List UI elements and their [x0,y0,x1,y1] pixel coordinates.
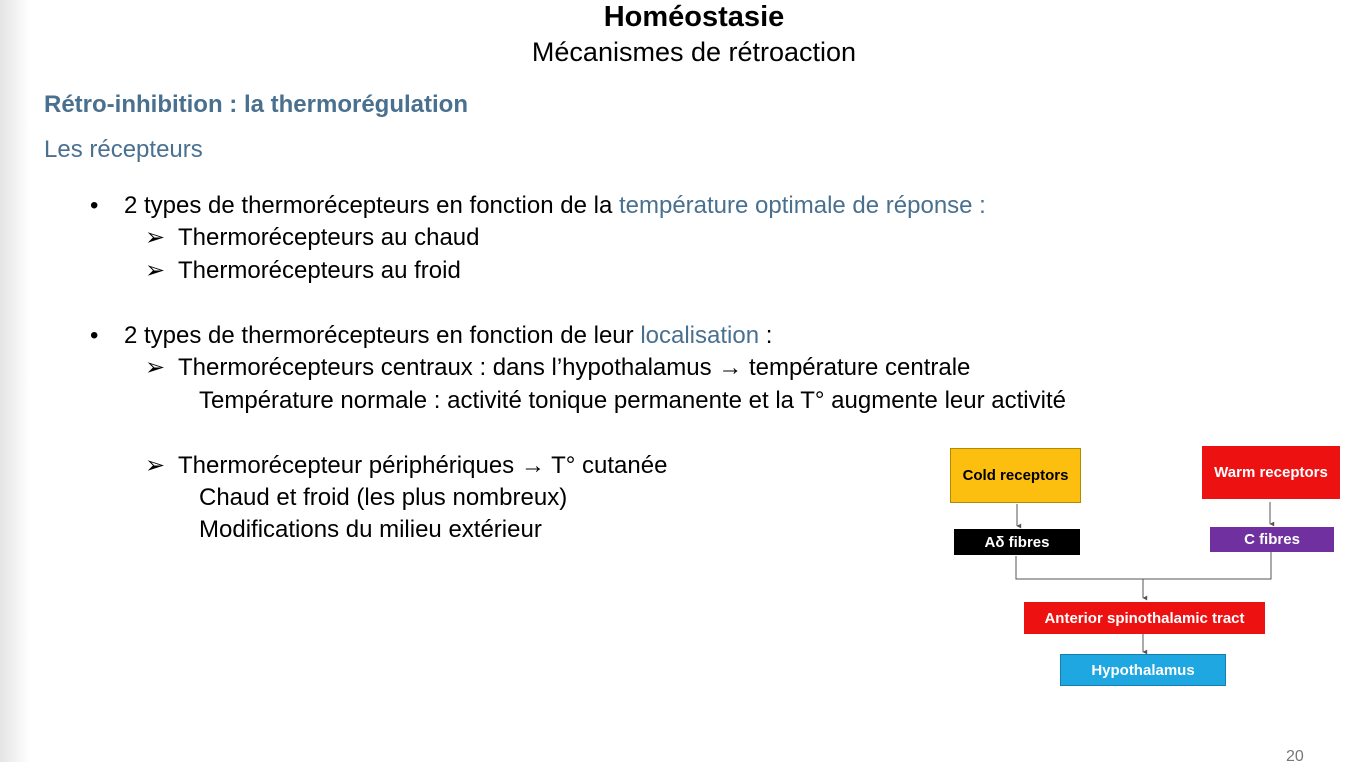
peripheral-detail: Modifications du milieu extérieur [199,516,542,543]
central-detail: Température normale : activité tonique permanente et la T° augmente leur activité [199,387,1066,414]
page-number: 20 [1286,748,1304,765]
sub-item-text: Thermorécepteur périphériques → T° cutanée [178,452,668,479]
subsection-heading: Les récepteurs [44,136,203,163]
bullet-text [124,321,772,351]
bullet-suffix: : [759,322,773,349]
slide-title: Homéostasie [603,1,785,33]
c-fibres-box: C fibres [1210,527,1334,552]
bullet-text-main: 2 types de thermorécepteurs en fonction de la [124,192,619,219]
peripheral-detail: Chaud et froid (les plus nombreux) [199,484,568,511]
hypothalamus-box: Hypothalamus [1060,654,1226,686]
arrow-marker: ➢ [145,257,166,284]
spinothalamic-tract-box: Anterior spinothalamic tract [1024,602,1265,634]
bullet-marker: • [90,322,99,349]
arrow-marker: ➢ [145,354,166,381]
sub-item-text: Thermorécepteurs centraux : dans l’hypothalamus → température centrale [178,354,971,381]
bullet-marker: • [90,192,99,219]
left-edge-shadow [0,0,30,762]
bullet-highlight: localisation [640,322,760,349]
warm-receptors-box: Warm receptors [1202,446,1340,499]
sub-item-text: Thermorécepteurs au chaud [178,224,480,251]
sub-item-text: Thermorécepteurs au froid [178,257,461,284]
a-delta-fibres-box: Aδ fibres [954,529,1080,555]
section-heading: Rétro-inhibition : la thermorégulation [44,91,468,118]
merge-line [1016,552,1271,579]
bullet-highlight: température optimale de réponse : [618,192,986,219]
arrow-marker: ➢ [145,224,166,251]
slide-subtitle: Mécanismes de rétroaction [531,37,857,67]
thermoreceptor-pathway-diagram [930,440,1350,700]
bullet-text-main: 2 types de thermorécepteurs en fonction de leur [124,322,641,349]
arrow-marker: ➢ [145,452,166,479]
bullet-text [124,191,986,221]
cold-receptors-box: Cold receptors [950,448,1081,503]
